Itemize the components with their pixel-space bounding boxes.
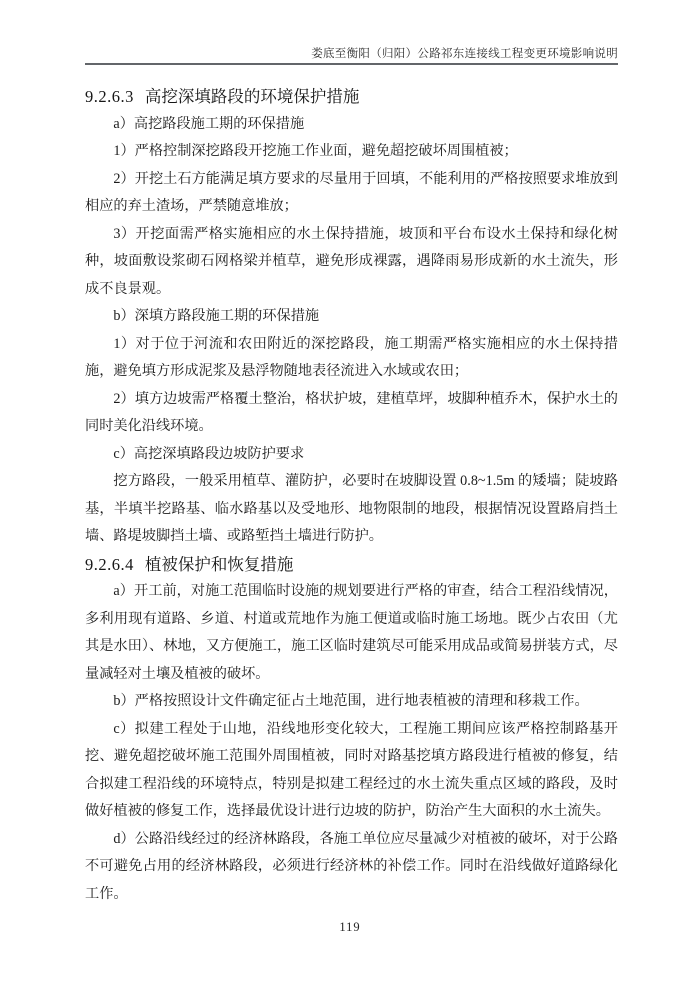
paragraph: 1）严格控制深挖路段开挖施工作业面，避免超挖破坏周围植被；: [113, 143, 518, 159]
paragraph: a）开工前，对施工范围临时设施的规划要进行严格的审查，结合工程沿线情况，多利用现有道路、乡道、村道或荒地作为施工便道或临时施工场地。既少占农田（尤其是水田）、林地，又方便施工，施工区临时建筑尽可能采用成品或简易拼装方式，尽量减轻对土壤及植被的破坏。: [85, 583, 618, 682]
paragraph: 1）对于位于河流和农田附近的深挖路段，施工期需严格实施相应的水土保持措施，避免填方形成泥浆及悬浮物随地表径流进入水域或农田；: [85, 335, 618, 379]
section-number: 9.2.6.3: [85, 87, 134, 106]
paragraph: b）严格按照设计文件确定征占土地范围，进行地表植被的清理和移栽工作。: [113, 693, 589, 709]
page-header: [85, 47, 618, 65]
paragraph: d）公路沿线经过的经济林路段，各施工单位应尽量减少对植被的破坏，对于公路不可避免占用的经济林路段，必须进行经济林的补偿工作。同时在沿线做好道路绿化工作。: [85, 830, 618, 902]
paragraph: c）拟建工程处于山地，沿线地形变化较大，工程施工期间应该严格控制路基开挖、避免超挖破坏施工范围外周围植被，同时对路基挖填方路段进行植被的修复，结合拟建工程沿线的环境特点，特别是拟建工程经过的水土流失重点区域的路段，及时做好植被的修复工作，选择最优设计进行边坡的防护，防治产生大面积的水土流失。: [85, 720, 618, 819]
paragraph: 2）填方边坡需严格覆土整治，格状护坡，建植草坪，坡脚种植乔木，保护水土的同时美化沿线环境。: [85, 390, 618, 434]
paragraph: 3）开挖面需严格实施相应的水土保持措施，坡顶和平台布设水土保持和绿化树种，坡面敷设浆砌石网格梁并植草，避免形成裸露，遇降雨易形成新的水土流失，形成不良景观。: [85, 225, 618, 297]
page-footer: [0, 918, 700, 936]
paragraph: a）高挖路段施工期的环保措施: [113, 115, 305, 132]
section-title: 高挖深填路段的环境保护措施: [144, 87, 360, 106]
running-header-title: 娄底至衡阳（归阳）公路祁东连接线工程变更环境影响说明: [311, 48, 618, 60]
paragraph: 挖方路段，一般采用植草、灌防护，必要时在坡脚设置 0.8~1.5m 的矮墙；陡坡路基，半填半挖路基、临水路基以及受地形、地物限制的地段，根据情况设置路肩挡土墙、路堤坡脚挡土墙、或路堑挡土墙进行防护。: [85, 473, 618, 544]
section-heading-9-2-6-4: [85, 551, 618, 579]
section-heading-9-2-6-3: [85, 83, 618, 111]
document-body: [85, 83, 618, 908]
section-number: 9.2.6.4: [85, 554, 134, 574]
page-number: 119: [339, 920, 361, 934]
paragraph: b）深填方路段施工期的环保措施: [113, 308, 320, 324]
paragraph: c）高挖深填路段边坡防护要求: [113, 445, 305, 462]
section-title: 植被保护和恢复措施: [144, 554, 294, 574]
paragraph: 2）开挖土石方能满足填方要求的尽量用于回填，不能利用的严格按照要求堆放到相应的弃土渣场，严禁随意堆放；: [85, 170, 618, 214]
